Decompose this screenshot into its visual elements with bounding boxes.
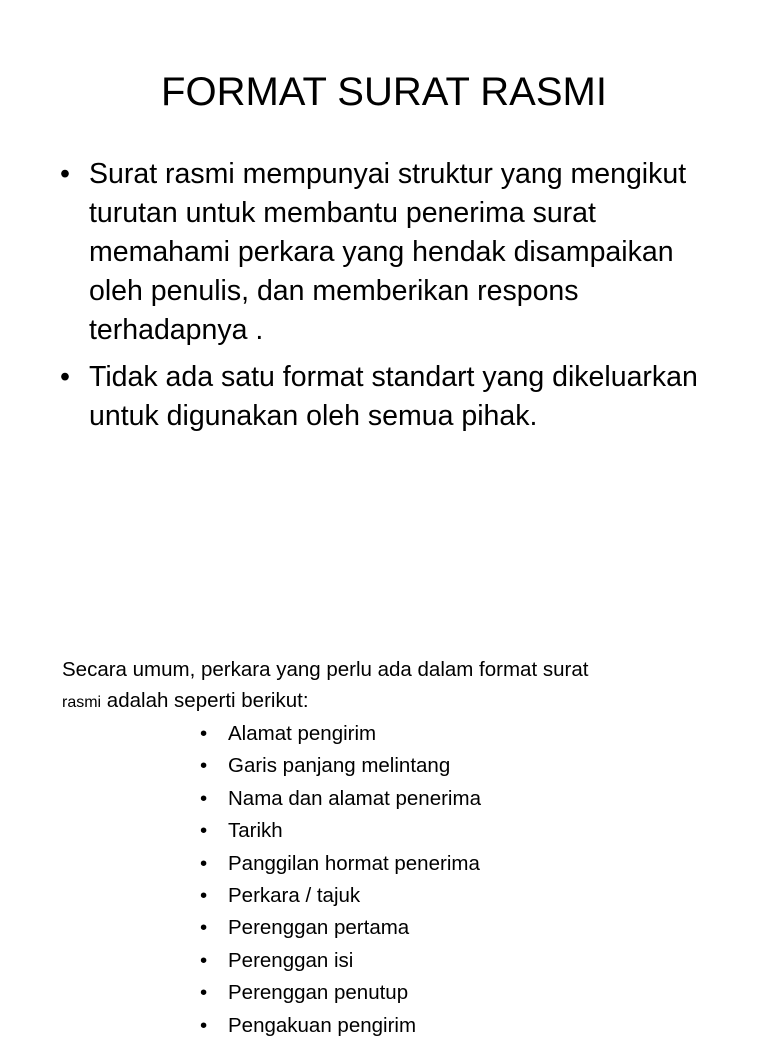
format-item [200,880,720,912]
format-item [200,750,720,782]
format-item-text: Perenggan isi [228,948,354,972]
bullet-icon: • [200,819,208,843]
format-item-text: Perenggan pertama [228,916,410,940]
bullet-icon: • [60,158,70,190]
bullet-icon: • [200,1013,208,1037]
bullet-icon: • [200,851,208,875]
bullet-icon: • [200,786,208,810]
format-item [200,848,720,880]
format-item-text: Tarikh [228,819,283,843]
main-bullet-text: Tidak ada satu format standart yang dikeluarkan untuk digunakan oleh semua pihak. [89,361,698,432]
bullet-icon: • [200,754,208,778]
bullet-icon: • [200,884,208,908]
format-item [200,1010,720,1042]
main-bullet-list [60,155,720,444]
main-bullet-item [60,358,720,436]
bullet-icon: • [60,361,70,393]
format-item-list [200,718,720,1042]
intro-paragraph [62,654,742,718]
format-item-text: Panggilan hormat penerima [228,851,480,875]
format-item [200,783,720,815]
intro-text-part3: adalah seperti berikut: [101,689,309,712]
format-item-text: Perkara / tajuk [228,884,361,908]
bullet-icon: • [200,981,208,1005]
format-item [200,977,720,1009]
format-item [200,945,720,977]
intro-text-part1: Secara umum, perkara yang perlu ada dalam format surat [62,658,589,681]
format-item-text: Pengakuan pengirim [228,1013,417,1037]
main-bullet-item [60,155,720,350]
format-item [200,718,720,750]
format-item-text: Nama dan alamat penerima [228,786,481,810]
format-item-text: Alamat pengirim [228,722,377,745]
intro-text-small: rasmi [62,694,102,711]
format-item [200,815,720,847]
format-item [200,912,720,944]
bullet-icon: • [200,722,208,745]
page-title: FORMAT SURAT RASMI [161,70,607,114]
main-bullet-text: Surat rasmi mempunyai struktur yang mengikut turutan untuk membantu penerima surat memahami perkara yang hendak disampaikan oleh penulis, dan memberikan respons terhadapnya . [89,158,687,346]
format-item-text: Perenggan penutup [228,981,409,1005]
bullet-icon: • [200,916,208,940]
bullet-icon: • [200,948,208,972]
format-item-text: Garis panjang melintang [228,754,451,778]
